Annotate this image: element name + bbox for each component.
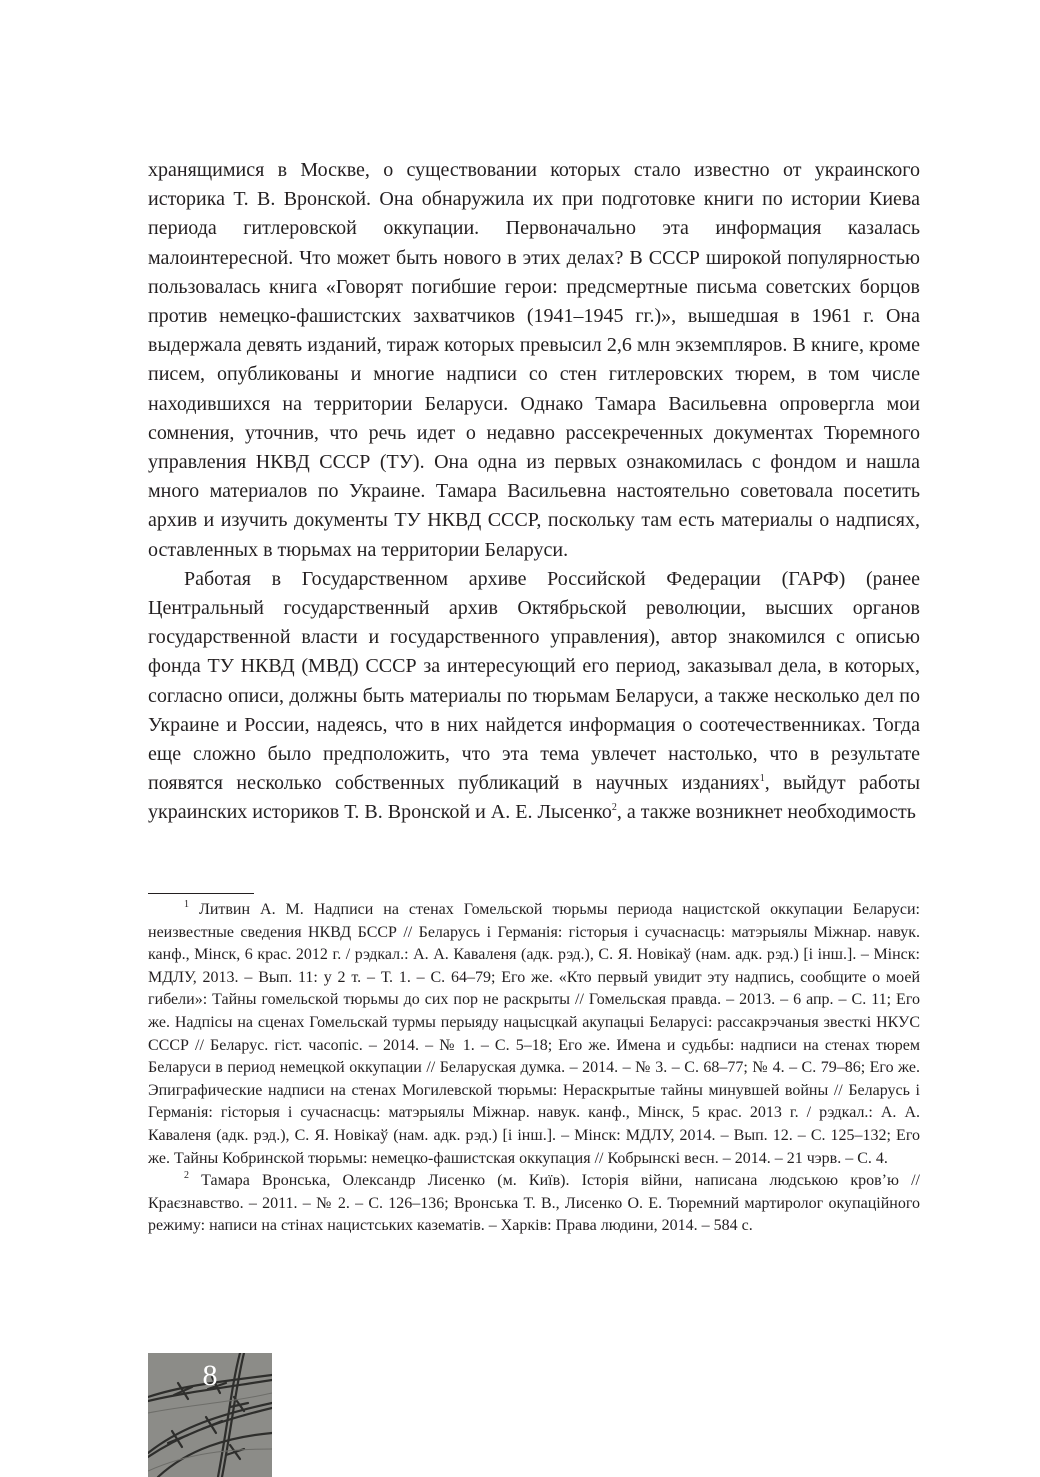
paragraph-text-part: , а также возникнет необходимость bbox=[616, 801, 916, 824]
main-text bbox=[148, 156, 920, 828]
footnote bbox=[148, 1170, 920, 1238]
page-number-box bbox=[148, 1353, 272, 1477]
footnote-separator bbox=[148, 893, 254, 894]
footnote-marker: 1 bbox=[184, 898, 189, 910]
paragraph-text-part: , выйдут работы украинских историков Т. В. Вронской и А. Е. Лысенко bbox=[148, 772, 921, 824]
footnote-text: Литвин А. М. Надписи на стенах Гомельской тюрьмы периода нацистской оккупации Беларуси: неизвестные сведения НКВД БССР // Беларусь і Германія: гісторыя і сучаснасць: матэрыялы Міжнар. навук. канф., Мінск, 6 крас. 2012 г. / рэдкал.: А. А. Каваленя (адк. рэд.), С. Я. Новікаў (нам. адк. рэд.) [і інш.]. – Мінск: МДЛУ, 2013. – Вып. 11: у 2 т. – Т. 1. – С. 64–79; Его же. «Кто первый увидит эту надпись, сообщите о моей гибели»: Тайны гомельской тюрьмы до сих пор не раскрыты // Гомельская правда. – 2013. – 6 апр. – С. 11; Его же. Надпісы на сценах Гомельскай турмы перыяду нацысцкай акупацыі Беларусі: рассакрэчаныя звесткі НКУС СССР // Беларус. гіст. часопіс. – 2014. – № 1. – С. 5–18; Его же. Имена и судьбы: надписи на стенах тюрем Беларуси в период немецкой оккупации // Беларуская думка. – 2014. – № 3. – С. 68–77; № 4. – С. 79–86; Его же. Эпиграфические надписи на стенах Могилевской тюрьмы: Нераскрытые тайны минувшей войны // Беларусь і Германія: гісторыя і сучаснасць: матэрыялы Міжнар. навук. канф., Мінск, 5 крас. 2013 г. / рэдкал.: А. А. Каваленя (адк. рэд.), С. Я. Новікаў (нам. адк. рэд.) [і інш.]. – Мінск: МДЛУ, 2014. – Вып. 12. – С. 125–132; Его же. Тайны Кобринской тюрьмы: немецко-фашистская оккупация // Кобрынскі весн. – 2014. – 21 чэрв. – С. 4. bbox=[148, 901, 920, 1167]
footnote bbox=[148, 899, 920, 1170]
footnote-marker: 2 bbox=[184, 1169, 189, 1181]
page-number: 8 bbox=[202, 1359, 218, 1392]
paragraph-archive bbox=[148, 565, 920, 828]
paragraph-text-part: Работая в Государственном архиве Российской Федерации (ГАРФ) (ранее Центральный государственный архив Октябрьской революции, высших органов государственной власти и государственного управления), автор знакомился с описью фонда ТУ НКВД (МВД) СССР за интересующий его период, заказывал дела, в которых, согласно описи, должны быть материалы по тюрьмам Беларуси, а также несколько дел по Украине и России, надеясь, что в них найдется информация о соотечественниках. Тогда еще сложно было предположить, что эта тема увлечет настолько, что в результате появятся несколько собственных публикаций в научных изданиях bbox=[148, 567, 920, 795]
footnote-reference[interactable]: 2 bbox=[611, 801, 617, 813]
footnotes bbox=[148, 899, 920, 1238]
footnote-text: Тамара Вронська, Олександр Лисенко (м. Київ). Історія війни, написана людською кров’ю // Краєзнавство. – 2011. – № 2. – С. 126–136; Вронська Т. В., Лисенко О. Е. Тюремний мартиролог окупаційного режиму: написи на стінах нацистських казематів. – Харків: Права людини, 2014. – 584 с. bbox=[148, 1172, 920, 1235]
footnote-reference[interactable]: 1 bbox=[759, 772, 765, 784]
paragraph-continued: хранящимися в Москве, о существовании которых стало известно от украинского историка Т. В. Вронской. Она обнаружила их при подготовке книги по истории Киева периода гитлеровской оккупации. Первоначально эта информация казалась малоинтересной. Что может быть нового в этих делах? В СССР широкой популярностью пользовалась книга «Говорят погибшие герои: предсмертные письма советских борцов против немецко-фашистских захватчиков (1941–1945 гг.)», вышедшая в 1961 г. Она выдержала девять изданий, тираж которых превысил 2,6 млн экземпляров. В книге, кроме писем, опубликованы и многие надписи со стен гитлеровских тюрем, в том числе находившихся на территории Беларуси. Однако Тамара Васильевна опровергла мои сомнения, уточнив, что речь идет о недавно рассекреченных документах Тюремного управления НКВД СССР (ТУ). Она одна из первых ознакомилась с фондом и нашла много материалов по Украине. Тамара Васильевна настоятельно советовала посетить архив и изучить документы ТУ НКВД СССР, поскольку там есть материалы о надписях, оставленных в тюрьмах на территории Беларуси. bbox=[148, 159, 920, 561]
